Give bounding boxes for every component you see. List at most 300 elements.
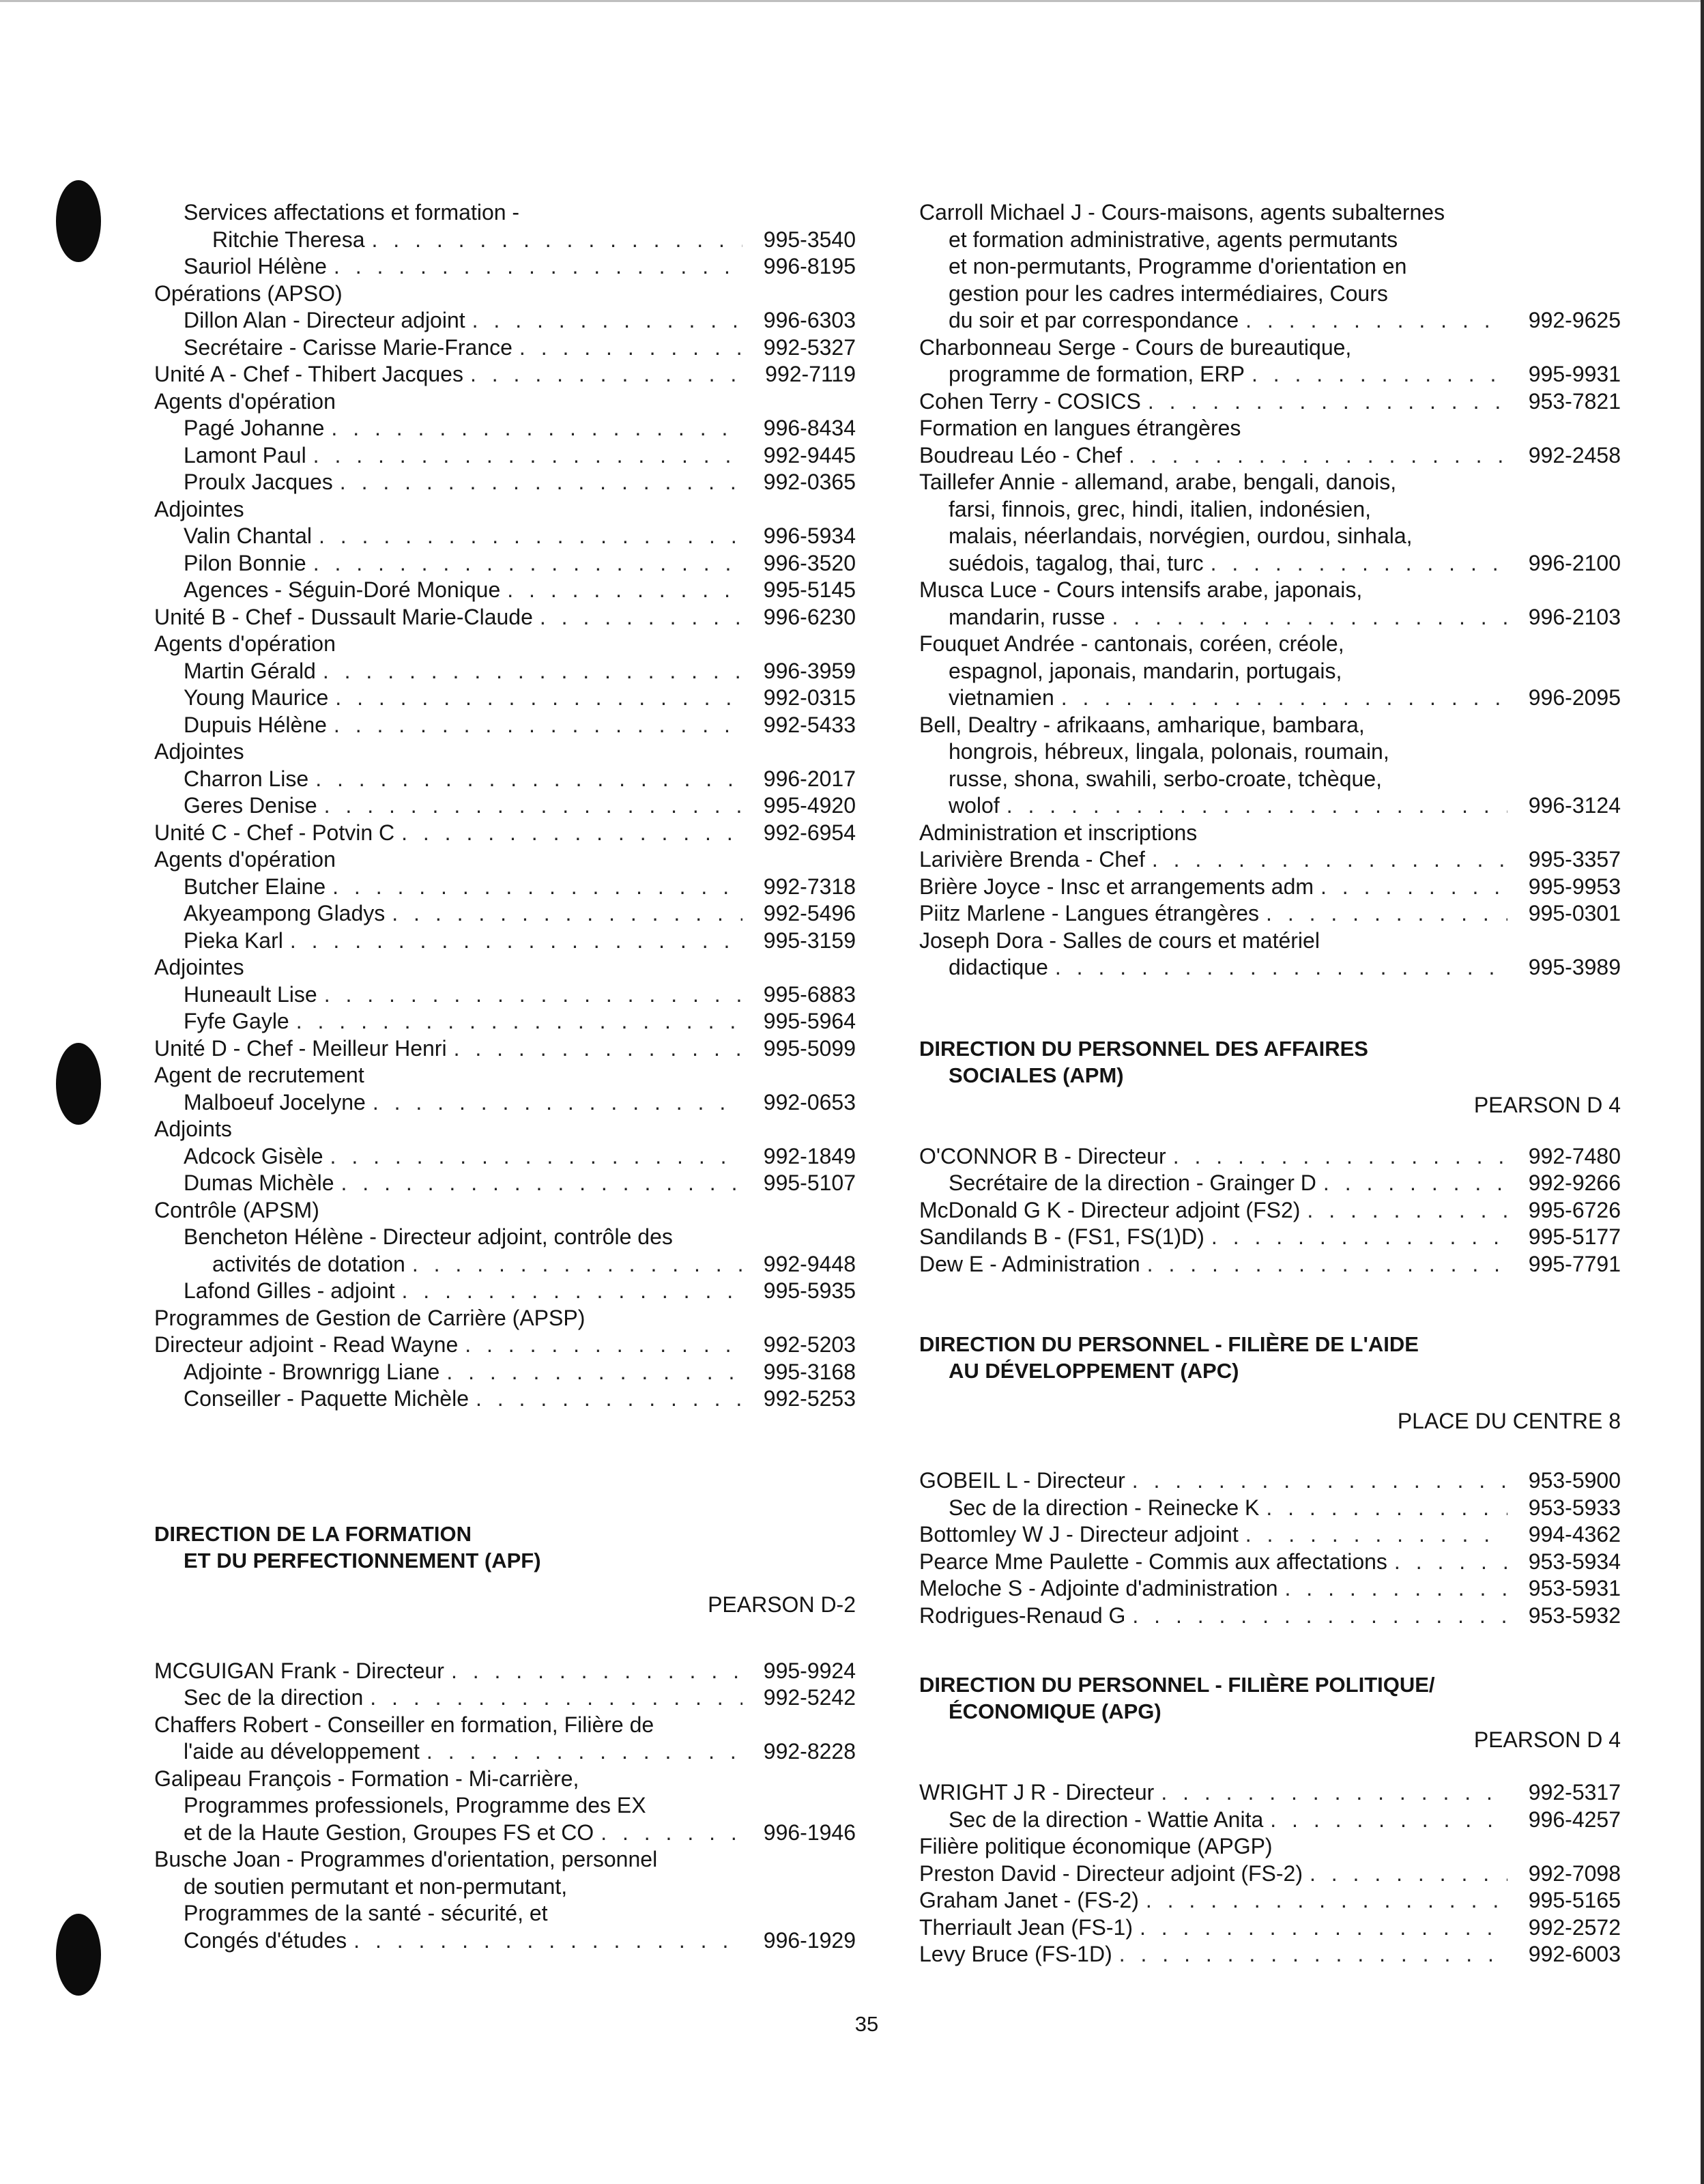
dot-leader xyxy=(330,1143,742,1170)
entry-name: Unité D - Chef - Meilleur Henri xyxy=(154,1035,447,1061)
entry-name: Preston David - Directeur adjoint (FS-2) xyxy=(919,1860,1303,1886)
entry-name: Carroll Michael J - Cours-maisons, agents subalternes xyxy=(919,200,1445,225)
phone-number: 995-7791 xyxy=(1528,1251,1621,1276)
entry-name: Lamont Paul xyxy=(184,442,306,468)
entry-name: Galipeau François - Formation - Mi-carrière, xyxy=(154,1766,579,1791)
office-location: PEARSON D 4 xyxy=(1473,1727,1621,1752)
directory-column-right xyxy=(919,199,1621,1968)
directory-entry xyxy=(919,307,1621,334)
phone-number: 992-7098 xyxy=(1528,1860,1621,1886)
entry-name: Sec de la direction xyxy=(184,1685,364,1710)
entry-name: Chaffers Robert - Conseiller en formation, Filière de xyxy=(154,1712,654,1737)
phone-number: 995-3540 xyxy=(763,227,856,252)
directory-line xyxy=(919,1833,1621,1860)
entry-name: Geres Denise xyxy=(184,793,317,818)
directory-entry xyxy=(919,685,1621,712)
entry-name: Levy Bruce (FS-1D) xyxy=(919,1942,1112,1966)
entry-name: Fouquet Andrée - cantonais, coréen, créole, xyxy=(919,631,1344,656)
directory-entry xyxy=(919,1467,1621,1495)
entry-name: Taillefer Annie - allemand, arabe, bengali, danois, xyxy=(919,470,1397,494)
directory-entry xyxy=(154,1089,856,1117)
dot-leader xyxy=(340,469,742,496)
phone-number: 995-3159 xyxy=(763,928,856,953)
entry-name: et de la Haute Gestion, Groupes FS et CO xyxy=(184,1820,594,1845)
section-heading-line: DIRECTION DU PERSONNEL - FILIÈRE POLITIQUE/ xyxy=(919,1673,1435,1697)
dot-leader xyxy=(470,361,742,388)
entry-name: WRIGHT J R - Directeur xyxy=(919,1780,1155,1805)
entry-name: wolof xyxy=(949,793,1000,818)
dot-leader xyxy=(1148,388,1507,416)
directory-entry xyxy=(154,820,856,847)
binder-hole-bottom xyxy=(56,1914,101,1996)
phone-number: 996-2103 xyxy=(1528,604,1621,629)
entry-name: Rodrigues-Renaud G xyxy=(919,1603,1126,1628)
entry-name: McDonald G K - Directeur adjoint (FS2) xyxy=(919,1197,1301,1222)
dot-leader xyxy=(427,1738,742,1766)
entry-name: espagnol, japonais, mandarin, portugais, xyxy=(949,658,1342,683)
entry-name: Meloche S - Adjointe d'administration xyxy=(919,1576,1278,1600)
directory-entry xyxy=(154,685,856,712)
phone-number: 996-3520 xyxy=(763,550,856,575)
phone-number: 992-7318 xyxy=(763,874,856,899)
dot-leader xyxy=(476,1385,742,1413)
directory-line xyxy=(154,281,856,308)
office-location: PEARSON D-2 xyxy=(708,1592,856,1617)
dot-leader xyxy=(1266,1495,1507,1522)
dot-leader xyxy=(1211,1224,1507,1251)
phone-number: 996-2017 xyxy=(763,766,856,791)
dot-leader xyxy=(1173,1143,1507,1170)
entry-name: Bell, Dealtry - afrikaans, amharique, bambara, xyxy=(919,712,1365,737)
directory-line xyxy=(154,954,856,981)
section-heading-line: DIRECTION DE LA FORMATION xyxy=(154,1521,472,1546)
directory-entry xyxy=(154,442,856,470)
phone-number: 995-5177 xyxy=(1528,1224,1621,1249)
entry-name: Unité A - Chef - Thibert Jacques xyxy=(154,362,463,386)
page-number: 35 xyxy=(854,2012,879,2036)
entry-name: Adjointe - Brownrigg Liane xyxy=(184,1359,440,1384)
directory-entry xyxy=(154,361,856,388)
dot-leader xyxy=(1161,1779,1507,1807)
entry-name: Sauriol Hélène xyxy=(184,254,327,278)
entry-name: Charron Lise xyxy=(184,766,309,791)
phone-number: 996-4257 xyxy=(1528,1807,1621,1832)
phone-number: 992-0315 xyxy=(763,685,856,710)
directory-entry xyxy=(154,227,856,254)
dot-leader xyxy=(353,1927,742,1955)
entry-name: Musca Luce - Cours intensifs arabe, japonais, xyxy=(919,577,1363,602)
directory-entry xyxy=(154,307,856,334)
dot-leader xyxy=(372,227,742,254)
entry-name: Adjointes xyxy=(154,496,244,521)
directory-entry xyxy=(154,1143,856,1170)
entry-name: mandarin, russe xyxy=(949,604,1106,629)
directory-entry xyxy=(919,1941,1621,1968)
directory-entry xyxy=(154,928,856,955)
phone-number: 996-1946 xyxy=(763,1820,856,1845)
phone-number: 992-7480 xyxy=(1528,1143,1621,1168)
phone-number: 996-8434 xyxy=(763,416,856,440)
phone-number: 996-2100 xyxy=(1528,550,1621,575)
directory-entry xyxy=(919,1549,1621,1576)
directory-line xyxy=(154,1792,856,1820)
phone-number: 992-9625 xyxy=(1528,308,1621,332)
entry-name: Programmes de la santé - sécurité, et xyxy=(184,1901,548,1925)
phone-number: 992-7119 xyxy=(765,362,856,386)
phone-number: 995-3168 xyxy=(763,1359,856,1384)
directory-entry xyxy=(919,361,1621,388)
directory-entry xyxy=(154,900,856,928)
dot-leader xyxy=(1007,792,1507,820)
phone-number: 995-9953 xyxy=(1528,874,1621,899)
binder-hole-top xyxy=(56,180,101,262)
dot-leader xyxy=(1132,1603,1507,1630)
phone-number: 992-5242 xyxy=(763,1685,856,1710)
entry-name: Agents d'opération xyxy=(154,388,336,414)
directory-entry xyxy=(154,658,856,685)
phone-number: 992-5433 xyxy=(763,712,856,737)
dot-leader xyxy=(324,981,742,1009)
phone-number: 995-5165 xyxy=(1528,1888,1621,1912)
phone-number: 995-6726 xyxy=(1528,1197,1621,1222)
directory-entry xyxy=(154,550,856,577)
phone-number: 992-1849 xyxy=(763,1143,856,1168)
directory-entry xyxy=(919,1603,1621,1630)
directory-entry xyxy=(919,1779,1621,1807)
entry-name: Larivière Brenda - Chef xyxy=(919,847,1145,872)
entry-name: Sec de la direction - Wattie Anita xyxy=(949,1807,1264,1832)
binder-hole-middle xyxy=(56,1043,101,1125)
entry-name: Proulx Jacques xyxy=(184,470,333,494)
directory-line xyxy=(154,1305,856,1332)
directory-line xyxy=(919,766,1621,793)
dot-leader xyxy=(401,820,742,847)
entry-name: activités de dotation xyxy=(212,1251,405,1276)
directory-entry xyxy=(919,388,1621,416)
scan-top-edge xyxy=(0,0,1704,2)
phone-number: 995-5935 xyxy=(763,1278,856,1303)
directory-entry xyxy=(919,442,1621,470)
entry-name: Conseiller - Paquette Michèle xyxy=(184,1386,469,1411)
directory-entry xyxy=(919,1170,1621,1197)
phone-number: 995-9924 xyxy=(763,1658,856,1683)
directory-entry xyxy=(919,1224,1621,1251)
entry-name: hongrois, hébreux, lingala, polonais, roumain, xyxy=(949,739,1389,764)
dot-leader xyxy=(454,1035,742,1063)
dot-leader xyxy=(1112,604,1507,631)
directory-entry xyxy=(919,1197,1621,1224)
directory-entry xyxy=(154,1738,856,1766)
directory-entry xyxy=(919,1914,1621,1942)
section-spacer xyxy=(919,1384,1621,1407)
directory-line xyxy=(154,846,856,874)
dot-leader xyxy=(1252,361,1507,388)
entry-name: Cohen Terry - COSICS xyxy=(919,388,1141,414)
directory-entry xyxy=(154,577,856,604)
directory-line xyxy=(919,281,1621,308)
phone-number: 992-5327 xyxy=(763,334,856,360)
directory-entry xyxy=(154,1008,856,1035)
directory-line xyxy=(919,469,1621,496)
section-heading xyxy=(154,1521,856,1574)
dot-leader xyxy=(1323,1170,1507,1197)
entry-name: Adjointes xyxy=(154,955,244,979)
entry-name: programme de formation, ERP xyxy=(949,362,1245,386)
entry-name: Adjoints xyxy=(154,1117,232,1141)
dot-leader xyxy=(313,550,742,577)
section-spacer xyxy=(919,1119,1621,1143)
entry-name: Adcock Gisèle xyxy=(184,1143,323,1168)
directory-line xyxy=(154,1766,856,1793)
entry-name: Adjointes xyxy=(154,739,244,764)
section-heading-line: SOCIALES (APM) xyxy=(949,1063,1124,1087)
entry-name: de soutien permutant et non-permutant, xyxy=(184,1873,568,1899)
entry-name: Pilon Bonnie xyxy=(184,550,306,575)
section-spacer xyxy=(919,1435,1621,1467)
directory-entry xyxy=(154,604,856,631)
entry-name: Malboeuf Jocelyne xyxy=(184,1089,366,1115)
directory-entry xyxy=(919,550,1621,577)
phone-number: 992-5203 xyxy=(763,1332,856,1357)
phone-number: 992-2572 xyxy=(1528,1914,1621,1940)
dot-leader xyxy=(1320,874,1507,901)
section-heading-line: DIRECTION DU PERSONNEL - FILIÈRE DE L'AIDE xyxy=(919,1332,1419,1356)
entry-name: Young Maurice xyxy=(184,685,329,710)
phone-number: 953-5900 xyxy=(1528,1468,1621,1493)
scan-right-edge xyxy=(1701,0,1704,2184)
entry-name: Unité C - Chef - Potvin C xyxy=(154,820,395,845)
directory-entry xyxy=(919,846,1621,874)
phone-number: 995-0301 xyxy=(1528,901,1621,925)
dot-leader xyxy=(1285,1575,1508,1603)
directory-line xyxy=(919,631,1621,658)
section-heading xyxy=(919,1671,1621,1725)
entry-name: Therriault Jean (FS-1) xyxy=(919,1914,1133,1940)
phone-number: 996-3124 xyxy=(1528,793,1621,818)
entry-name: Congés d'études xyxy=(184,1927,347,1953)
entry-name: Formation en langues étrangères xyxy=(919,416,1241,440)
phone-number: 996-5934 xyxy=(763,523,856,548)
entry-name: Graham Janet - (FS-2) xyxy=(919,1888,1139,1912)
section-heading xyxy=(919,1331,1621,1384)
entry-name: Bencheton Hélène - Directeur adjoint, contrôle des xyxy=(184,1224,673,1249)
entry-name: l'aide au développement xyxy=(184,1739,420,1764)
phone-number: 992-8228 xyxy=(763,1739,856,1764)
directory-entry xyxy=(919,1143,1621,1170)
entry-name: Secrétaire de la direction - Grainger D xyxy=(949,1170,1316,1195)
dot-leader xyxy=(1270,1807,1507,1834)
directory-entry xyxy=(154,1278,856,1305)
entry-name: Lafond Gilles - adjoint xyxy=(184,1278,395,1303)
entry-name: Sec de la direction - Reinecke K xyxy=(949,1495,1260,1520)
entry-name: russe, shona, swahili, serbo-croate, tchèque, xyxy=(949,766,1382,791)
section-spacer xyxy=(919,1753,1621,1779)
dot-leader xyxy=(334,253,742,281)
entry-name: et non-permutants, Programme d'orientation en xyxy=(949,254,1407,278)
directory-line xyxy=(919,415,1621,442)
dot-leader xyxy=(1245,1521,1507,1549)
directory-entry xyxy=(154,1684,856,1712)
directory-line xyxy=(154,1197,856,1224)
phone-number: 996-8195 xyxy=(763,254,856,278)
dot-leader xyxy=(1129,442,1507,470)
phone-number: 995-5145 xyxy=(763,577,856,602)
directory-entry xyxy=(919,1495,1621,1522)
entry-name: Akyeampong Gladys xyxy=(184,901,386,925)
dot-leader xyxy=(332,874,742,901)
entry-name: Huneault Lise xyxy=(184,981,317,1007)
section-spacer xyxy=(154,1618,856,1658)
dot-leader xyxy=(1140,1914,1507,1942)
entry-name: Dew E - Administration xyxy=(919,1251,1140,1276)
section-spacer xyxy=(919,981,1621,1035)
directory-entry xyxy=(919,1887,1621,1914)
directory-line xyxy=(919,820,1621,847)
entry-name: Opérations (APSO) xyxy=(154,281,343,306)
phone-number: 996-1929 xyxy=(763,1927,856,1953)
section-spacer xyxy=(154,1413,856,1521)
section-heading-line: DIRECTION DU PERSONNEL DES AFFAIRES xyxy=(919,1036,1368,1061)
entry-name: suédois, tagalog, thai, turc xyxy=(949,550,1204,575)
directory-line xyxy=(154,199,856,227)
phone-number: 996-6230 xyxy=(763,604,856,629)
phone-number: 953-5931 xyxy=(1528,1576,1621,1600)
directory-line xyxy=(154,631,856,658)
phone-number: 953-5933 xyxy=(1528,1495,1621,1520)
phone-number: 996-6303 xyxy=(763,308,856,332)
entry-name: Dumas Michèle xyxy=(184,1170,334,1195)
entry-name: Dupuis Hélène xyxy=(184,712,327,737)
directory-entry xyxy=(154,1359,856,1386)
entry-name: Martin Gérald xyxy=(184,658,316,683)
dot-leader xyxy=(472,307,742,334)
entry-name: malais, néerlandais, norvégien, ourdou, sinhala, xyxy=(949,523,1413,548)
entry-name: Piitz Marlene - Langues étrangères xyxy=(919,901,1260,925)
entry-name: Secrétaire - Carisse Marie-France xyxy=(184,334,512,360)
phone-number: 992-0653 xyxy=(763,1089,856,1115)
dot-leader xyxy=(315,766,742,793)
phone-number: 995-9931 xyxy=(1528,362,1621,386)
directory-line xyxy=(154,1846,856,1873)
phone-number: 995-3357 xyxy=(1528,847,1621,872)
dot-leader xyxy=(1211,550,1507,577)
directory-line xyxy=(154,388,856,416)
phone-number: 992-5496 xyxy=(763,901,856,925)
directory-line xyxy=(919,227,1621,254)
entry-name: Dillon Alan - Directeur adjoint xyxy=(184,308,465,332)
entry-name: Agent de recrutement xyxy=(154,1063,364,1087)
section-heading-line: AU DÉVELOPPEMENT (APC) xyxy=(949,1359,1239,1383)
dot-leader xyxy=(319,523,742,550)
directory-entry xyxy=(919,1251,1621,1278)
directory-line xyxy=(154,1712,856,1739)
phone-number: 992-9448 xyxy=(763,1251,856,1276)
phone-number: 995-6883 xyxy=(763,981,856,1007)
dot-leader xyxy=(334,712,742,739)
entry-name: Agents d'opération xyxy=(154,631,336,656)
entry-name: Bottomley W J - Directeur adjoint xyxy=(919,1522,1239,1547)
dot-leader xyxy=(446,1359,742,1386)
phone-number: 953-5934 xyxy=(1528,1549,1621,1574)
dot-leader xyxy=(507,577,742,604)
directory-entry xyxy=(154,874,856,901)
directory-line xyxy=(154,1062,856,1089)
phone-number: 992-0365 xyxy=(763,470,856,494)
dot-leader xyxy=(1266,900,1507,928)
phone-number: 953-7821 xyxy=(1528,388,1621,414)
phone-number: 992-6003 xyxy=(1528,1942,1621,1966)
dot-leader xyxy=(465,1332,742,1359)
directory-line xyxy=(154,1224,856,1251)
dot-leader xyxy=(451,1658,742,1685)
dot-leader xyxy=(335,685,742,712)
directory-entry xyxy=(154,1170,856,1197)
directory-line xyxy=(919,496,1621,523)
phone-number: 992-5317 xyxy=(1528,1780,1621,1805)
dot-leader xyxy=(412,1251,742,1278)
dot-leader xyxy=(313,442,742,470)
dot-leader xyxy=(324,792,742,820)
directory-line xyxy=(154,1900,856,1927)
directory-line xyxy=(919,523,1621,550)
office-location: PLACE DU CENTRE 8 xyxy=(1397,1409,1621,1433)
phone-number: 996-2095 xyxy=(1528,685,1621,710)
entry-name: Busche Joan - Programmes d'orientation, personnel xyxy=(154,1847,658,1871)
directory-line xyxy=(919,928,1621,955)
dot-leader xyxy=(392,900,742,928)
phone-number: 996-3959 xyxy=(763,658,856,683)
phone-number: 995-4920 xyxy=(763,793,856,818)
entry-name: Butcher Elaine xyxy=(184,874,326,899)
phone-number: 995-5107 xyxy=(763,1170,856,1195)
directory-entry xyxy=(154,334,856,362)
dot-leader xyxy=(290,928,742,955)
entry-name: GOBEIL L - Directeur xyxy=(919,1468,1125,1493)
directory-entry xyxy=(919,900,1621,928)
dot-leader xyxy=(331,415,742,442)
dot-leader xyxy=(1307,1197,1507,1224)
section-spacer xyxy=(919,1629,1621,1671)
entry-name: Boudreau Léo - Chef xyxy=(919,442,1123,468)
directory-entry xyxy=(919,604,1621,631)
entry-name: Pearce Mme Paulette - Commis aux affectations xyxy=(919,1549,1387,1574)
directory-entry xyxy=(154,1658,856,1685)
dot-leader xyxy=(1061,685,1507,712)
section-spacer xyxy=(919,1278,1621,1331)
dot-leader xyxy=(1132,1467,1507,1495)
directory-entry xyxy=(919,954,1621,981)
dot-leader xyxy=(402,1278,742,1305)
directory-line xyxy=(919,712,1621,739)
dot-leader xyxy=(1055,954,1507,981)
directory-entry xyxy=(154,523,856,550)
directory-entry xyxy=(919,1521,1621,1549)
dot-leader xyxy=(370,1684,742,1712)
entry-name: gestion pour les cadres intermédiaires, Cours xyxy=(949,281,1388,306)
entry-name: O'CONNOR B - Directeur xyxy=(919,1143,1166,1168)
phone-number: 992-9445 xyxy=(763,442,856,468)
directory-line xyxy=(919,334,1621,362)
directory-line xyxy=(154,738,856,766)
directory-entry xyxy=(919,874,1621,901)
directory-entry xyxy=(154,1251,856,1278)
directory-entry xyxy=(154,981,856,1009)
directory-entry xyxy=(154,792,856,820)
entry-name: Brière Joyce - Insc et arrangements adm xyxy=(919,874,1314,899)
directory-entry xyxy=(154,766,856,793)
directory-line xyxy=(154,1873,856,1901)
phone-number: 995-5099 xyxy=(763,1035,856,1061)
